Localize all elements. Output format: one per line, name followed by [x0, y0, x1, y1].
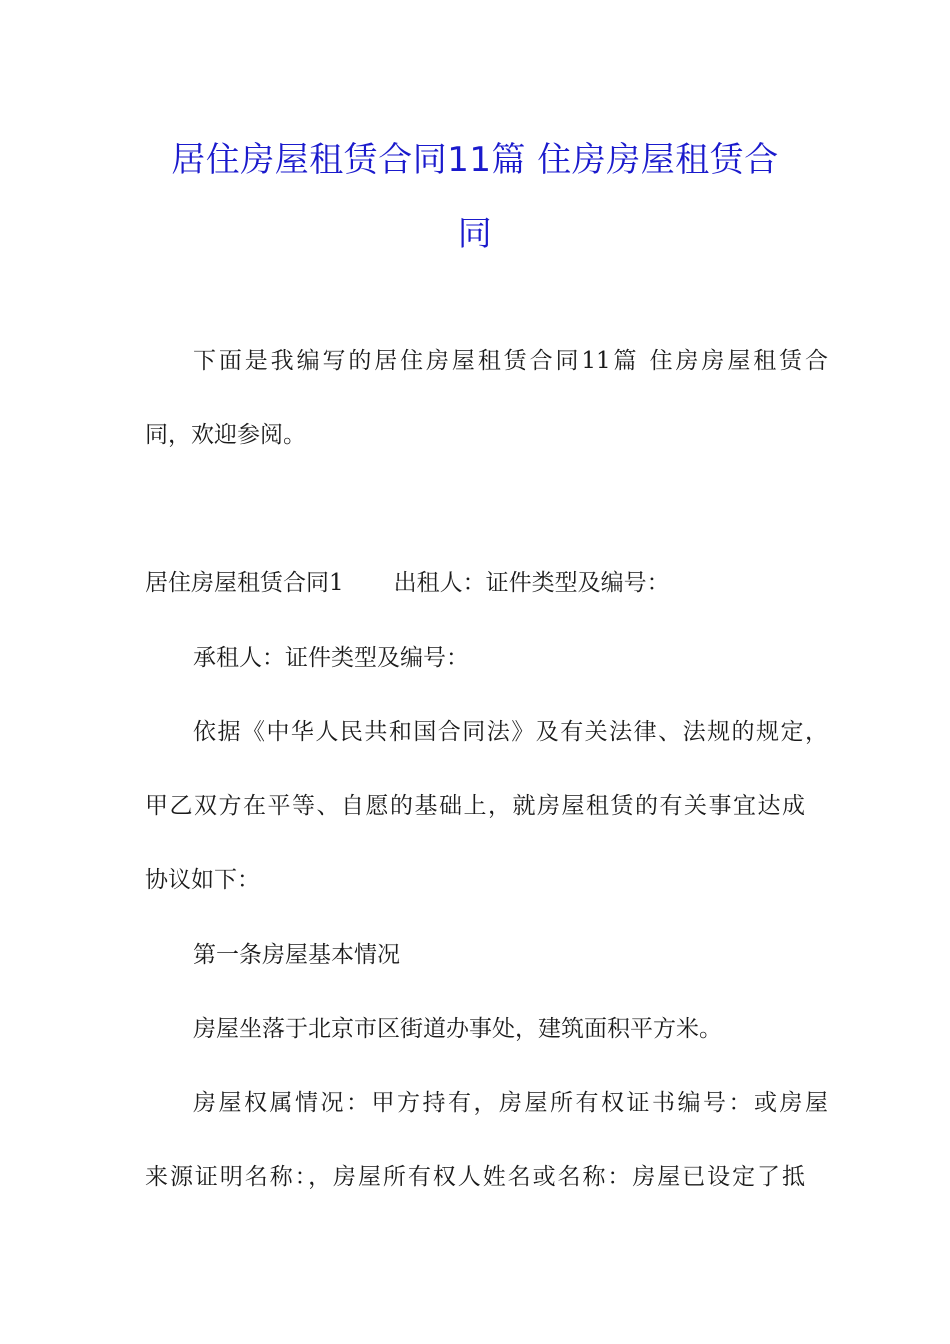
document-title-line-2: 同: [457, 214, 493, 254]
article-1-title: 第一条房屋基本情况: [193, 942, 400, 968]
basis-line-2: 甲乙双方在平等、自愿的基础上，就房屋租赁的有关事宜达成: [145, 793, 805, 819]
document-title-line-1: 居住房屋租赁合同11篇 住房房屋租赁合: [171, 140, 779, 180]
ownership-line-2: 来源证明名称：，房屋所有权人姓名或名称：房屋已设定了抵: [145, 1164, 805, 1190]
intro-line-1: 下面是我编写的居住房屋租赁合同11篇 住房房屋租赁合: [193, 348, 828, 374]
intro-line-2: 同，欢迎参阅。: [145, 422, 306, 448]
ownership-line-1: 房屋权属情况：甲方持有，房屋所有权证书编号：或房屋: [193, 1090, 828, 1116]
lessor-line: 出租人：证件类型及编号：: [393, 570, 670, 596]
contract-heading: 居住房屋租赁合同1: [145, 570, 344, 596]
location-line: 房屋坐落于北京市区街道办事处，建筑面积平方米。: [193, 1016, 722, 1042]
basis-line-1: 依据《中华人民共和国合同法》及有关法律、法规的规定，: [193, 719, 828, 745]
basis-line-3: 协议如下：: [145, 867, 260, 893]
contract-heading-row: [145, 568, 670, 598]
lessee-line: 承租人：证件类型及编号：: [193, 645, 469, 671]
